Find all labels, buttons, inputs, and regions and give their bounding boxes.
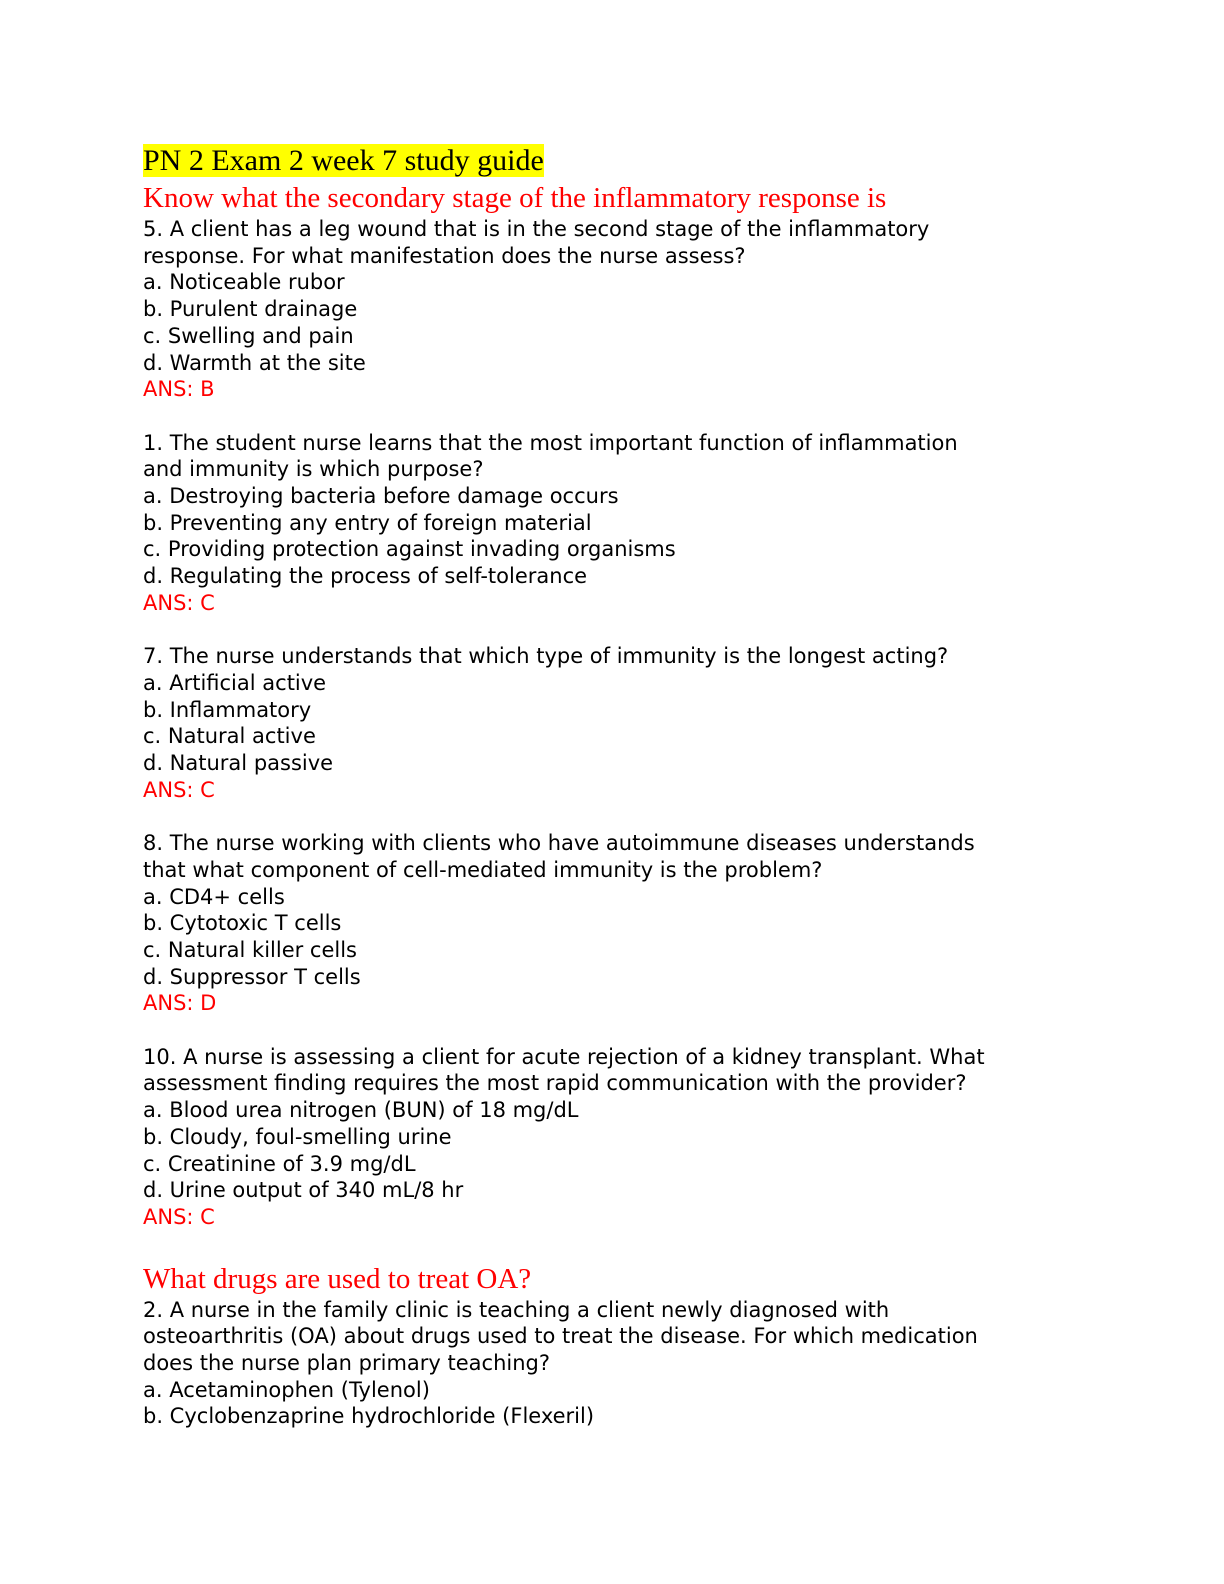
answer-option: b. Cloudy, foul-smelling urine	[143, 1124, 452, 1149]
section-inflammatory-response	[143, 180, 1083, 1231]
answer-option: d. Regulating the process of self-tolerance	[143, 564, 588, 589]
question-stem-line: response. For what manifestation does the nurse assess?	[143, 243, 746, 268]
section-oa-drugs	[143, 1261, 1083, 1431]
answer-option: b. Inflammatory	[143, 697, 312, 722]
answer-option: a. Noticeable rubor	[143, 270, 345, 295]
document-title	[143, 142, 1083, 180]
answer-option: a. CD4+ cells	[143, 884, 285, 909]
answer-key: ANS: C	[143, 777, 215, 802]
answer-option: b. Preventing any entry of foreign material	[143, 510, 592, 535]
highlighted-title-text: PN 2 Exam 2 week 7 study guide	[143, 144, 544, 177]
question-item	[143, 643, 1083, 803]
answer-key: ANS: C	[143, 590, 215, 615]
answer-option: d. Suppressor T cells	[143, 964, 361, 989]
answer-option: b. Cyclobenzaprine hydrochloride (Flexeril)	[143, 1404, 595, 1429]
answer-key: ANS: D	[143, 991, 217, 1016]
question-stem-line: assessment finding requires the most rapid communication with the provider?	[143, 1071, 967, 1096]
question-item	[143, 1297, 1083, 1431]
answer-option: c. Swelling and pain	[143, 323, 354, 348]
answer-option: a. Acetaminophen (Tylenol)	[143, 1377, 430, 1402]
answer-option: a. Artificial active	[143, 670, 327, 695]
question-stem-line: 5. A client has a leg wound that is in the second stage of the inflammatory	[143, 217, 930, 241]
section-heading: What drugs are used to treat OA?	[143, 1262, 532, 1295]
answer-option: d. Natural passive	[143, 751, 334, 776]
answer-key: ANS: C	[143, 1204, 215, 1229]
question-stem-line: that what component of cell-mediated immunity is the problem?	[143, 857, 823, 882]
question-item	[143, 830, 1083, 1017]
answer-key: ANS: B	[143, 377, 215, 402]
question-stem-line: and immunity is which purpose?	[143, 457, 484, 482]
question-item	[143, 1044, 1083, 1231]
answer-option: d. Urine output of 340 mL/8 hr	[143, 1178, 464, 1203]
answer-option: b. Purulent drainage	[143, 297, 358, 322]
question-item	[143, 430, 1083, 617]
answer-option: c. Natural killer cells	[143, 937, 357, 962]
answer-option: d. Warmth at the site	[143, 350, 366, 375]
question-stem-line: does the nurse plan primary teaching?	[143, 1351, 551, 1376]
question-item	[143, 216, 1083, 403]
answer-option: c. Providing protection against invading organisms	[143, 537, 676, 562]
answer-option: a. Destroying bacteria before damage occurs	[143, 484, 619, 509]
document-page	[143, 142, 1083, 1430]
question-stem-line: 10. A nurse is assessing a client for acute rejection of a kidney transplant. What	[143, 1044, 985, 1069]
answer-option: b. Cytotoxic T cells	[143, 911, 342, 936]
answer-option: a. Blood urea nitrogen (BUN) of 18 mg/dL	[143, 1098, 579, 1123]
question-stem-line: 8. The nurse working with clients who have autoimmune diseases understands	[143, 831, 975, 856]
question-stem-line: 7. The nurse understands that which type of immunity is the longest acting?	[143, 644, 949, 669]
question-stem-line: osteoarthritis (OA) about drugs used to treat the disease. For which medication	[143, 1324, 978, 1349]
answer-option: c. Natural active	[143, 724, 316, 749]
answer-option: c. Creatinine of 3.9 mg/dL	[143, 1151, 416, 1176]
section-heading: Know what the secondary stage of the inflammatory response is	[143, 182, 887, 214]
question-stem-line: 2. A nurse in the family clinic is teaching a client newly diagnosed with	[143, 1297, 890, 1322]
question-stem-line: 1. The student nurse learns that the most important function of inflammation	[143, 430, 958, 455]
